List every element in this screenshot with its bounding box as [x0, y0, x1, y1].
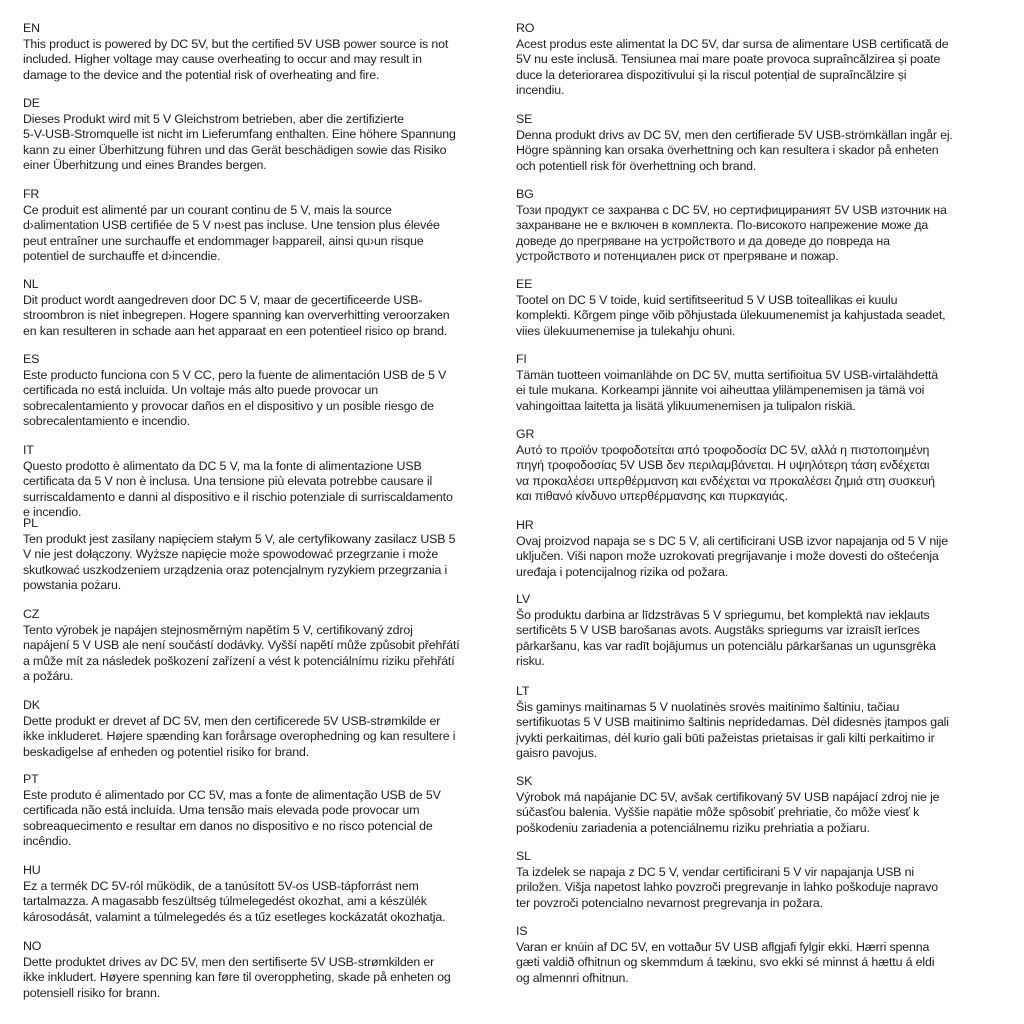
language-section-ro	[516, 21, 948, 99]
warning-text-line: Questo prodotto è alimentato da DC 5 V, ma la fonte di alimentazione USB	[23, 458, 422, 473]
language-code: EE	[516, 277, 533, 291]
warning-text-line: Dette produkt er drevet af DC 5V, men den certificerede 5V USB-strømkilde er	[23, 713, 441, 728]
warning-text-line: Varan er knúin af DC 5V, en vottaður 5V USB aflgjafi fylgir ekki. Hærri spenna	[516, 939, 930, 954]
warning-text-line: įvykti perkaitimas, dėl kurio gali būti pažeistas prietaisas ir gali kilti perkaitimo ir	[516, 730, 935, 745]
language-section-de	[23, 96, 456, 174]
language-code: FI	[516, 352, 527, 366]
warning-text-line: Tento výrobek je napájen stejnosměrným napětím 5 V, certifikovaný zdroj	[23, 622, 413, 637]
language-code: PL	[23, 516, 38, 530]
warning-text-line: sobreaquecimento e resultar em danos no dispositivo e no risco potencial de	[23, 818, 433, 833]
warning-text-line: certificada não está incluída. Uma tensão mais elevada pode provocar um	[23, 803, 420, 818]
warning-text-line: Šo produktu darbina ar līdzstrāvas 5 V spriegumu, bet komplektā nav iekļauts	[516, 607, 930, 622]
language-section-sl	[516, 849, 938, 911]
warning-text-line: This product is powered by DC 5V, but the certified 5V USB power source is not	[23, 36, 449, 51]
warning-text-line: πηγή τροφοδοσίας 5V USB δεν περιλαμβάνεται. Η υψηλότερη τάση ενδέχεται	[516, 458, 930, 473]
language-section-nl	[23, 277, 450, 339]
warning-text-line: Tämän tuotteen voimanlähde on DC 5V, mutta sertifioitua 5V USB-virtalähdettä	[516, 367, 939, 382]
language-code: PT	[23, 772, 39, 786]
warning-text-line: tartalmazza. A magasabb feszültség túlmelegedést okozhat, ami a készülék	[23, 894, 427, 909]
warning-text-line: Högre spänning kan orsaka överhettning och kan resultera i skador på enheten	[516, 143, 939, 158]
warning-text-line: Αυτό το προϊόν τροφοδοτείται από τροφοδοσία DC 5V, αλλά η πιστοποιημένη	[516, 442, 930, 457]
warning-text-line: risku.	[516, 654, 545, 669]
warning-text-line: potensiell risiko for brann.	[23, 985, 160, 1000]
warning-text-line: komplekti. Kõrgem pinge võib põhjustada ülekuumenemist ja kahjustada seadet,	[516, 308, 946, 323]
language-section-lv	[516, 592, 936, 670]
language-code: RO	[516, 21, 535, 35]
warning-text-line: beskadigelse af enheden og potentiel risiko for brand.	[23, 744, 310, 759]
language-code: SK	[516, 774, 533, 788]
warning-text-line: Výrobok má napájanie DC 5V, avšak certifikovaný 5V USB napájací zdroj nie je	[516, 789, 940, 804]
warning-text-line: powstania pożaru.	[23, 578, 122, 593]
warning-text-line: einer Überhitzung und eines Brandes bergen.	[23, 158, 267, 173]
language-section-is	[516, 924, 934, 986]
language-section-it	[23, 443, 453, 521]
warning-text-line: og almennri ofhitnun.	[516, 970, 629, 985]
warning-text-line: Denna produkt drivs av DC 5V, men den certifierade 5V USB-strömkällan ingår ej.	[516, 127, 953, 142]
warning-text-line: peut entraîner une surchauffe et endommager l›appareil, ainsi qu›un risque	[23, 233, 424, 248]
language-code: FR	[23, 187, 40, 201]
warning-text-line: a požáru.	[23, 669, 74, 684]
warning-text-line: sertifikuotas 5 V USB maitinimo šaltinis nepridedamas. Dėl didesnės įtampos gali	[516, 715, 949, 730]
language-code: DE	[23, 96, 40, 110]
warning-text-line: stroombron is niet inbegrepen. Hogere spanning kan oververhitting veroorzaken	[23, 308, 450, 323]
warning-text-line: Este producto funciona con 5 V CC, pero la fuente de alimentación USB de 5 V	[23, 367, 447, 382]
warning-text-line: Този продукт се захранва с DC 5V, но сертифицираният 5V USB източник на	[516, 202, 947, 217]
warning-text-line: Este produto é alimentado por CC 5V, mas a fonte de alimentação USB de 5V	[23, 787, 441, 802]
language-code: BG	[516, 187, 534, 201]
language-section-bg	[516, 187, 947, 265]
warning-text-line: gæti valdið ofhitnun og skemmdum á tækinu, svo ekki sé minnst á hættu á eldi	[516, 955, 935, 970]
warning-text-line: en kan resulteren in schade aan het apparaat en een potentieel risico op brand.	[23, 323, 448, 338]
warning-text-line: a může mít za následek poškození zařízení a vést k potenciálnímu riziku přehřátí	[23, 653, 455, 668]
warning-text-line: och potentiell risk för överhettning och brand.	[516, 158, 757, 173]
warning-text-line: Ce produit est alimenté par un courant continu de 5 V, mais la source	[23, 202, 392, 217]
warning-text-line: доведе до прегряване на устройството и да доведе до повреда на	[516, 233, 890, 248]
warning-text-line: και πιθανό κίνδυνο υπερθέρμανσης και πυρκαγιάς.	[516, 489, 788, 504]
warning-text-line: viies ülekuumenemise ja tulekahju ohuni.	[516, 323, 736, 338]
language-section-fr	[23, 187, 440, 265]
warning-text-line: Ten produkt jest zasilany napięciem stałym 5 V, ale certyfikowany zasilacz USB 5	[23, 531, 456, 546]
language-section-pl	[23, 516, 455, 594]
warning-text-line: 5V nu este inclusă. Tensiunea mai mare poate provoca supraîncălzirea și poate	[516, 52, 941, 67]
language-code: CZ	[23, 607, 40, 621]
warning-text-line: Acest produs este alimentat la DC 5V, dar sursa de alimentare USB certificată de	[516, 36, 949, 51]
language-section-cz	[23, 607, 460, 685]
warning-text-line: Dit product wordt aangedreven door DC 5 V, maar de gecertificeerde USB-	[23, 292, 423, 307]
warning-text-line: Ez a termék DC 5V-ról működik, de a tanúsított 5V-os USB-tápforrást nem	[23, 878, 419, 893]
warning-text-line: Ta izdelek se napaja z DC 5 V, vendar certificirani 5 V vir napajanja USB ni	[516, 864, 914, 879]
warning-text-line: захранване не е включен в комплекта. По-високото напрежение може да	[516, 218, 929, 233]
language-section-sk	[516, 774, 939, 836]
warning-text-line: sertificēts 5 V USB barošanas avots. Augstāks spriegums var izraisīt ierīces	[516, 623, 920, 638]
warning-text-line: Dieses Produkt wird mit 5 V Gleichstrom betrieben, aber die zertifizierte	[23, 111, 404, 126]
warning-text-line: sobrecalentamiento e incendio.	[23, 414, 191, 429]
language-section-es	[23, 352, 446, 430]
warning-text-line: kann zu einer Überhitzung führen und das Gerät beschädigen sowie das Risiko	[23, 142, 447, 157]
language-code: LT	[516, 684, 530, 698]
warning-text-line: priložen. Višja napetost lahko povzroči pregrevanje in lahko poškoduje napravo	[516, 880, 939, 895]
warning-text-line: gaisro pavojus.	[516, 746, 598, 761]
warning-text-line: ikke inkludert. Høyere spenning kan føre til overoppheting, skade på enheten og	[23, 970, 451, 985]
warning-text-line: potentiel de surchauffe et d›incendie.	[23, 249, 221, 264]
language-code: LV	[516, 592, 530, 606]
warning-text-line: V nie jest dołączony. Wyższe napięcie może spowodować przegrzanie i może	[23, 547, 439, 562]
warning-text-line: ter povzroči potencialno nevarnost pregrevanja in požara.	[516, 895, 823, 910]
warning-text-line: Dette produktet drives av DC 5V, men den sertifiserte 5V USB-strømkilden er	[23, 954, 435, 969]
language-section-fi	[516, 352, 938, 414]
warning-text-line: certificada no está incluida. Un voltaje más alto puede provocar un	[23, 383, 378, 398]
language-code: NL	[23, 277, 39, 291]
language-section-pt	[23, 772, 441, 850]
warning-text-line: να προκαλέσει υπερθέρμανση και ενδέχεται να προκαλέσει ζημιά στη συσκευή	[516, 473, 935, 488]
language-code: SE	[516, 112, 533, 126]
warning-text-line: vahingoittaa laitetta ja lisätä ylikuumenemisen ja tulipalon riskiä.	[516, 398, 856, 413]
language-code: IS	[516, 924, 528, 938]
language-section-ee	[516, 277, 945, 339]
language-code: ES	[23, 352, 40, 366]
language-code: IT	[23, 443, 34, 457]
language-code: EN	[23, 21, 40, 35]
warning-text-line: 5-V-USB-Stromquelle ist nicht im Lieferumfang enthalten. Eine höhere Spannung	[23, 127, 456, 142]
warning-text-line: sobrecalentamiento y provocar daños en el dispositivo y un posible riesgo de	[23, 398, 434, 413]
warning-text-line: károsodását, valamint a túlmelegedés és a tűz esetleges kockázatát okozhatja.	[23, 909, 446, 924]
warning-text-line: included. Higher voltage may cause overheating to occur and may result in	[23, 52, 422, 67]
warning-text-line: ei tule mukana. Korkeampi jännite voi aiheuttaa ylilämpenemisen ja tämä voi	[516, 383, 925, 398]
language-code: GR	[516, 427, 535, 441]
warning-text-line: duce la deteriorarea dispozitivului și la riscul potențial de supraîncălzire și	[516, 67, 907, 82]
language-section-en	[23, 21, 448, 83]
warning-text-line: incêndio.	[23, 834, 72, 849]
warning-text-line: napájení 5 V USB ale není součástí dodávky. Vyšší napětí může způsobit přehřátí	[23, 638, 460, 653]
language-section-no	[23, 939, 451, 1001]
warning-text-line: uključen. Viši napon može uzrokovati pregrijavanje i može dovesti do oštećenja	[516, 549, 939, 564]
language-section-gr	[516, 427, 935, 505]
warning-text-line: uređaja i potencijalnog rizika od požara.	[516, 564, 729, 579]
warning-text-line: e incendio.	[23, 505, 82, 520]
language-section-dk	[23, 698, 455, 760]
warning-text-line: pārkaršanu, kas var radīt bojājumus un potenciālu pārkaršanas un ugunsgrēka	[516, 638, 936, 653]
warning-text-line: Tootel on DC 5 V toide, kuid sertifitseeritud 5 V USB toiteallikas ei kuulu	[516, 292, 898, 307]
warning-text-line: surriscaldamento e danni al dispositivo e il rischio potenziale di surriscaldamento	[23, 489, 453, 504]
warning-text-line: poškodeniu zariadenia a potenciálnemu riziku prehriatia a požiaru.	[516, 820, 870, 835]
warning-text-line: incendiu.	[516, 83, 565, 98]
warning-text-line: damage to the device and the potential risk of overheating and fire.	[23, 67, 380, 82]
warning-text-line: ikke inkluderet. Højere spænding kan forårsage overophedning og kan resultere i	[23, 729, 456, 744]
language-section-hu	[23, 863, 445, 925]
language-code: DK	[23, 698, 40, 712]
warning-text-line: d›alimentation USB certifiée de 5 V n›est pas incluse. Une tension plus élevée	[23, 218, 440, 233]
warning-text-line: skutkować uszkodzeniem urządzenia oraz potencjalnym ryzykiem przegrzania i	[23, 562, 448, 577]
warning-text-line: устройството и потенциален риск от прегряване и пожар.	[516, 249, 839, 264]
language-code: HR	[516, 518, 534, 532]
language-code: NO	[23, 939, 42, 953]
language-code: HU	[23, 863, 41, 877]
language-code: SL	[516, 849, 531, 863]
warning-text-line: certificata da 5 V non è inclusa. Una tensione più elevata potrebbe causare il	[23, 474, 433, 489]
language-section-lt	[516, 684, 949, 762]
warning-text-line: súčasťou balenia. Vyššie napätie môže spôsobiť prehriatie, čo môže viesť k	[516, 805, 920, 820]
warning-text-line: Ovaj proizvod napaja se s DC 5 V, ali certificirani USB izvor napajanja od 5 V nije	[516, 533, 949, 548]
warning-text-line: Šis gaminys maitinamas 5 V nuolatinės srovės maitinimo šaltiniu, tačiau	[516, 699, 900, 714]
language-section-hr	[516, 518, 948, 580]
language-section-se	[516, 112, 953, 174]
